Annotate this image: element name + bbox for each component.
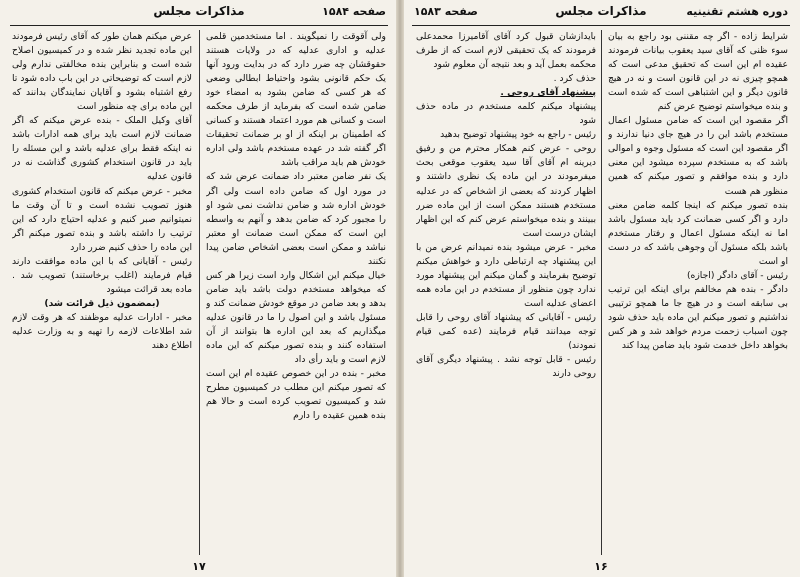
left-page-column-left [12, 30, 192, 555]
paragraph: مخبر - بنده در این خصوص عقیده ام این است که تصور میکنم این مطلب در کمیسیون مطرح شد و کمیسیون تصویب کرده است و حالا هم بنده همین عقیده را دارم [206, 368, 386, 422]
right-page-header [414, 5, 788, 23]
paragraph: رئیس - آقایانی که پیشنهاد آقای روحی را قابل توجه میدانند قیام فرمایند (عده کمی قیام نمودند) [416, 311, 596, 352]
paragraph: رئیس - آقایانی که با این ماده موافقت دارند قیام فرمایند (اغلب برخاستند) تصویب شد . ماده بعد قرائت میشود [12, 255, 192, 295]
paragraph: ولی آقوقت را نمیگویند . اما مستخدمین قلمی عدلیه و اداری عدلیه که در ولایات هستند حقوقشان چه ضرر دارد که در بدایت ورود آنها یک حکم قانونی بشود واحتیاط ابطالی وضعی که هر کسی که ضامن بشود به امضاء خود ضامن شده است که بفرماید از طرف محکمه است و کسانی هم مورد اعتماد هستند و کسانی که اطمینان بر اینکه از او بر ضمانت تحقیقات اگر گفته شد در عهده مستخدم باشد ولی اداره خودش هم باید مراقب باشد [206, 31, 386, 169]
paragraph: دادگر - بنده هم مخالفم برای اینکه این ترتیب بی سابقه است و در هیچ جا ما همچو ترتیبی نداشتیم و تصور میکنم این ماده باید حذف شود چون اسباب زحمت مردم خواهد شد و هر کس بخواهد داخل خدمت شود باید ضامن پیدا کند [608, 283, 788, 352]
paragraph: بنده تصور میکنم که اینجا کلمه ضامن معنی دارد و اگر کسی ضمانت کرد باید مسئول باشد اما نه اینکه مسئول اعمال و رفتار مستخدم باشد بلکه مسئول آن وجوهی باشد که در دست او است [608, 199, 788, 267]
paragraph: مخبر - عرض میشود بنده نمیدانم عرض من با این پیشنهاد چه ارتباطی دارد و خواهش میکنم توضیح بفرمایند و گمان میکنم این پیشنهاد مورد ندارد چون منظور از مستخدم در این ماده همه اعضای عدلیه است [416, 241, 596, 309]
paragraph: مخبر - عرض میکنم که قانون استخدام کشوری هنوز تصویب نشده است و تا آن وقت ما نمیتوانیم صبر کنیم و عدلیه احتیاج دارد که این ترتیب را داشته باشد و بنده تصور میکنم اگر این ماده را حذف کنیم ضرر دارد [12, 185, 192, 253]
left-page-header [12, 5, 386, 23]
right-page-column-left [416, 30, 596, 555]
paragraph: روحی - عرض کنم همکار محترم من و رفیق دیرینه ام آقای آقا سید یعقوب موقعی بحث میفرمودند در این ماده یک نظری داشتند و اظهار کردند که بعضی از اشخاص که در عدلیه مستخدم هستند ممکن است از این ماده ضرر ببینند و بنده میخواستم عرض کنم که این اظهار ایشان درست است [416, 143, 596, 239]
paragraph: عرض میکنم همان طور که آقای رئیس فرمودند این ماده تجدید نظر شده و در کمیسیون اصلاح شده است و بنابراین بنده مخالفتی ندارم ولی لازم است که توضیحاتی در این باب داده شود تا رفع اشتباه بشود و آقایان نمایندگان بدانند که این ماده برای چه منظور است [12, 31, 192, 113]
right-page-session: دوره هشتم تقنینیه [686, 5, 788, 18]
paragraph: اگر مقصود این است که ضامن مسئول اعمال مستخدم باشد این را در هیچ جای دنیا ندارند و اگر مقصود این است که مسئول وجوه و اموالی باشد که به مستخدم سپرده میشود این معنی دارد و بنده موافقم و تصور میکنم که همین منظور هم هست [608, 115, 788, 197]
paragraph: آقای وکیل الملک - بنده عرض میکنم که اگر ضمانت لازم است باید برای همه ادارات باشد نه اینکه فقط برای عدلیه باشد و این مسئله را باید در قانون استخدام کشوری گذاشت نه در قانون عدلیه [12, 115, 192, 183]
paragraph: یک نفر ضامن معتبر داد ضمانت عرض شد که در مورد اول که ضامن داده است ولی اگر خودش اداره شد و ضامن نداشت نمی شود او را مجبور کرد که ضامن بدهد و آنهم به واسطه این است که ممکن است ضمانت او معتبر نباشد و ممکن است بعضی اشخاص ضامن پیدا نکنند [206, 171, 386, 267]
right-page-number: ۱۶ [594, 560, 608, 573]
paragraph: مخبر - ادارات عدلیه موظفند که هر وقت لازم شد اطلاعات لازمه را تهیه و به وزارت عدلیه اطلاع دهند [12, 311, 192, 352]
section-heading: پیشنهاد آقای روحی . [500, 87, 596, 99]
paragraph-centered: (بمضمون ذیل قرائت شد) [44, 297, 160, 309]
paragraph: خیال میکنم این اشکال وارد است زیرا هر کس که میخواهد مستخدم دولت باشد باید ضامن بدهد و بعد ضامن در موقع خودش ضمانت کند و مسئول باشد و این اصول را ما در قانون عدلیه میگذاریم که بعد این اداره ها بتوانند از آن استفاده کنند و بنده تصور میکنم که این ماده لازم است و باید رأی داد [206, 269, 386, 366]
left-page-number: ۱۷ [192, 560, 206, 573]
paragraph: رئیس - آقای دادگر (اجازه) [686, 269, 788, 281]
paragraph: شرایط زاده - اگر چه مقننی بود راجع به بیان سوء ظنی که آقای سید یعقوب بیانات فرمودند عقیده ام این است که تحقیق مدعی است که همچو چیزی نه در این قانون است و نه در هیچ قانون دیگر و این اشتباهی است که شده است و بنده میخواستم توضیح عرض کنم [608, 31, 788, 113]
paragraph: رئیس - قابل توجه نشد . پیشنهاد دیگری آقای روحی دارند [416, 354, 596, 380]
left-page-title: مذاکرات مجلس [153, 4, 245, 18]
right-header-rule [412, 25, 790, 26]
right-page-label: صفحه ۱۵۸۳ [414, 5, 478, 18]
left-column-divider [199, 30, 200, 555]
paragraph: بایدازشان قبول کرد آقای آقامیرزا محمدعلی فرمودند که یک تحقیقی لازم است که از طرف محکمه بعمل آید و بعد نتیجه آن معلوم شود [416, 31, 596, 71]
paragraph: رئیس - راجع به خود پیشنهاد توضیح بدهید [440, 129, 596, 141]
right-page-column-right [608, 30, 788, 555]
left-page-column-right [206, 30, 386, 555]
paragraph: حذف کرد . [553, 73, 596, 85]
right-column-divider [601, 30, 602, 555]
left-header-rule [10, 25, 388, 26]
paragraph: پیشنهاد میکنم کلمه مستخدم در ماده حذف شود [416, 101, 596, 127]
left-page-label: صفحه ۱۵۸۴ [322, 5, 386, 18]
right-page-title: مذاکرات مجلس [555, 4, 647, 18]
right-page [402, 0, 800, 577]
left-page [0, 0, 398, 577]
